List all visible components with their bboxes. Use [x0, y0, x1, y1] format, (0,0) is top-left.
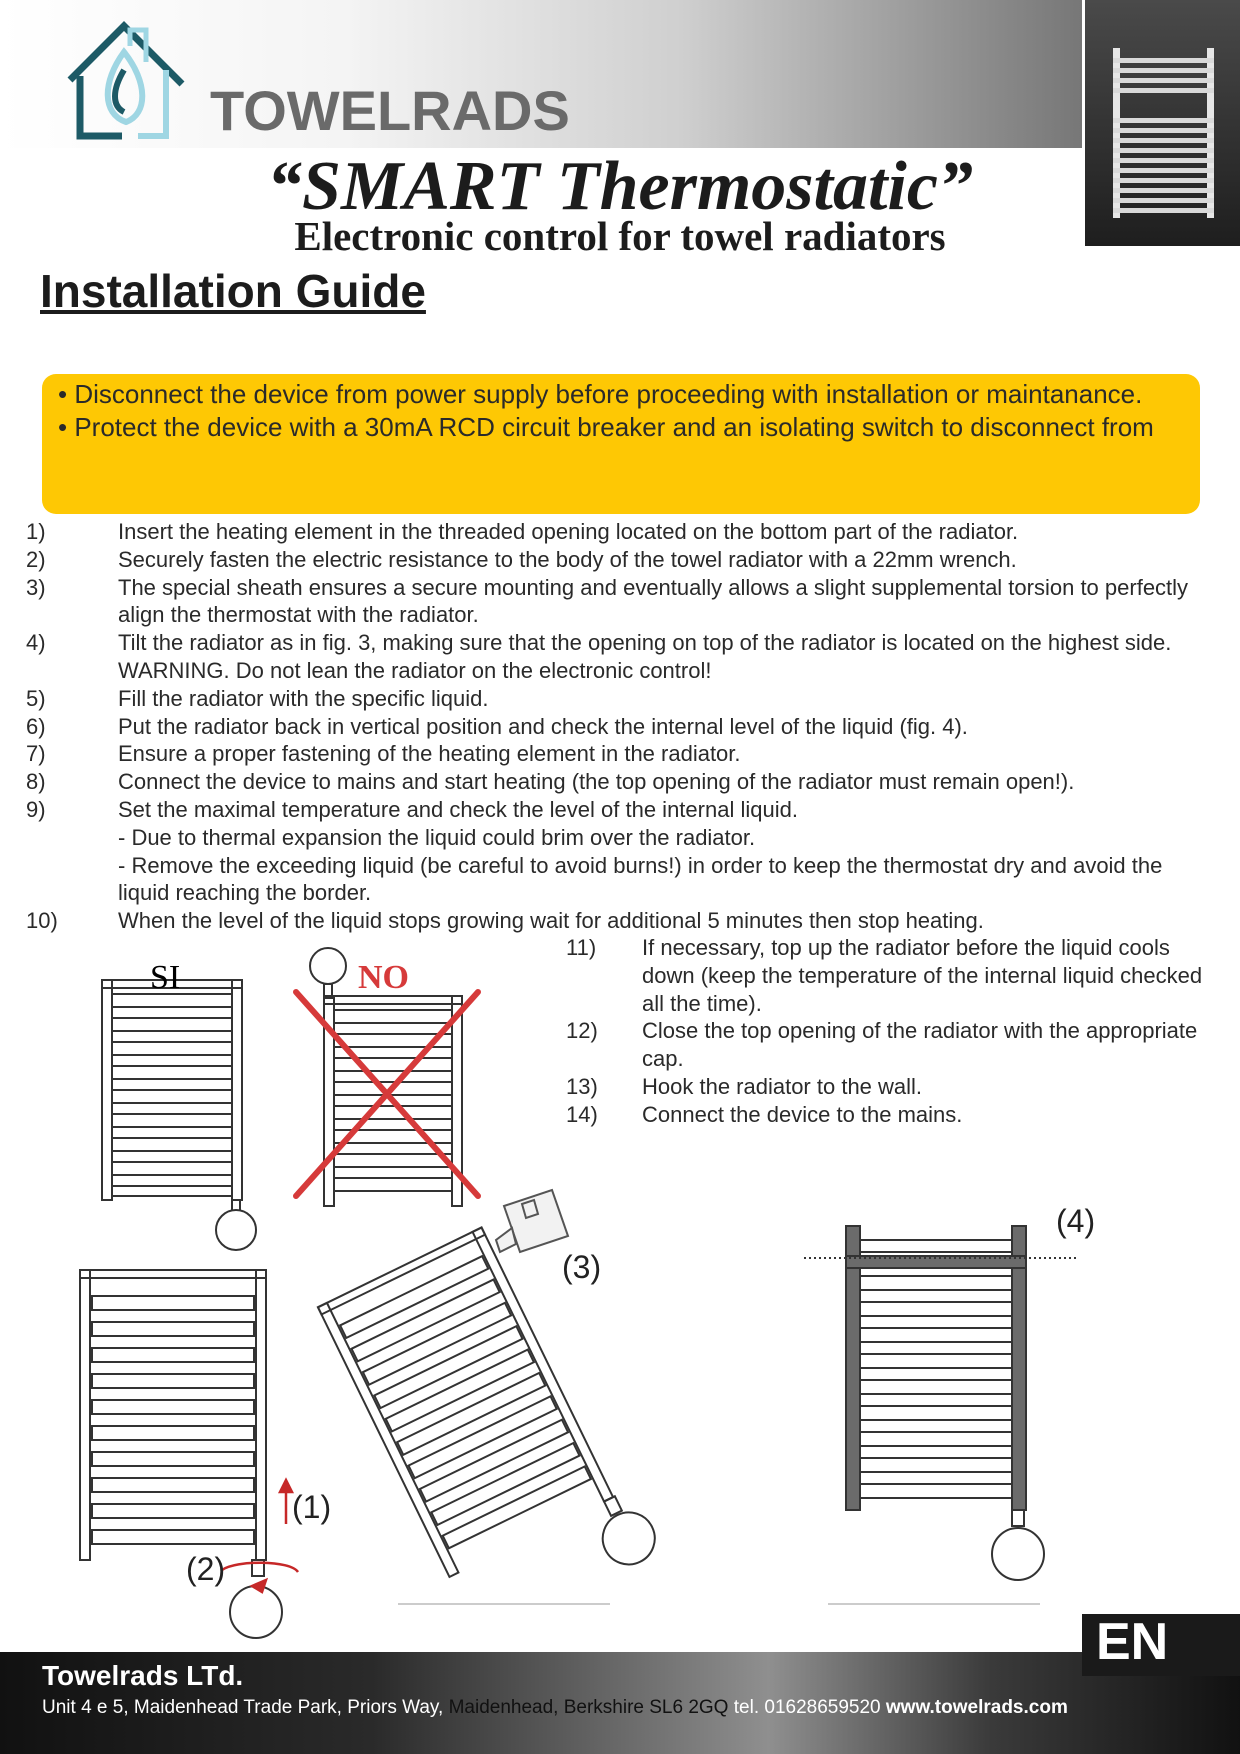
- step-number: 12): [566, 1018, 598, 1044]
- warning-line-1: • Disconnect the device from power supply before proceeding with installation or maintanance.: [58, 379, 1143, 409]
- step-text: When the level of the liquid stops growing wait for additional 5 minutes then stop heating.: [118, 908, 984, 934]
- section-heading: Installation Guide: [40, 265, 426, 317]
- address-town: Maidenhead, Berkshire SL6 2GQ: [448, 1697, 729, 1718]
- figure-si-label: SI: [150, 959, 181, 996]
- step-number: 14): [566, 1101, 598, 1127]
- step-text: Tilt the radiator as in fig. 3, making sure that the opening on top of the radiator is located on the highest side. WARNING. Do not lean the radiator on the electronic control!: [118, 630, 1172, 683]
- step-number: 9): [26, 796, 46, 822]
- figure-no-label: NO: [358, 959, 409, 996]
- figure-4-label: (4): [1056, 1203, 1096, 1239]
- brand-name: TOWELRADS: [210, 79, 570, 142]
- step-text: Hook the radiator to the wall.: [642, 1073, 923, 1099]
- company-name: Towelrads LTd.: [42, 1660, 244, 1691]
- step-text: Put the radiator back in vertical position and check the internal level of the liquid (fig. 4).: [118, 713, 968, 739]
- page-title: “SMART Thermostatic”: [267, 148, 973, 225]
- figure-3-radiator: [318, 1218, 664, 1640]
- step-number: 1): [26, 519, 46, 544]
- step-text: Insert the heating element in the threaded opening located on the bottom part of the radiator.: [118, 519, 1019, 544]
- step-number: 13): [566, 1073, 598, 1099]
- step-number: 3): [26, 574, 46, 600]
- company-address: [42, 1697, 1068, 1719]
- liquid-canister-icon: [496, 1190, 568, 1252]
- step-text: Connect the device to the mains.: [642, 1101, 963, 1127]
- website-link[interactable]: www.towelrads.com: [885, 1697, 1068, 1718]
- step-number: 11): [566, 935, 597, 960]
- step-number: 2): [26, 546, 46, 572]
- step-number: 4): [26, 630, 46, 656]
- step-9-sub-1: - Due to thermal expansion the liquid could brim over the radiator.: [118, 824, 756, 850]
- step-number: 5): [26, 685, 46, 711]
- figure-2-label: (2): [186, 1551, 226, 1587]
- figure-1-label: (1): [292, 1489, 332, 1525]
- figure-4-radiator: [846, 1226, 1044, 1580]
- step-number: 6): [26, 713, 46, 739]
- language-code: EN: [1096, 1613, 1169, 1671]
- page-subtitle: Electronic control for towel radiators: [294, 213, 946, 259]
- address-phone: tel. 01628659520: [728, 1697, 886, 1718]
- step-text: Ensure a proper fastening of the heating element in the radiator.: [118, 741, 741, 767]
- step-text: If necessary, top up the radiator before the liquid cools down (keep the temperature of the internal liquid checked all the time).: [642, 935, 1203, 1016]
- step-text: Securely fasten the electric resistance to the body of the towel radiator with a 22mm wrench.: [118, 546, 1017, 572]
- step-text: Connect the device to mains and start heating (the top opening of the radiator must remain open!).: [118, 769, 1075, 795]
- step-number: 8): [26, 769, 46, 795]
- step-number: 10): [26, 908, 58, 934]
- step-9-sub-2: - Remove the exceeding liquid (be careful to avoid burns!) in order to keep the thermostat dry and avoid the liquid reaching the border.: [118, 852, 1163, 906]
- warning-line-2: • Protect the device with a 30mA RCD circuit breaker and an isolating switch to disconnect from: [58, 412, 1154, 442]
- step-text: The special sheath ensures a secure mounting and eventually allows a slight supplemental torsion to perfectly align the thermostat with the radiator.: [118, 574, 1189, 628]
- step-text: Set the maximal temperature and check the level of the internal liquid.: [118, 796, 798, 822]
- step-number: 7): [26, 741, 46, 767]
- figure-3-label: (3): [562, 1249, 602, 1285]
- step-text: Fill the radiator with the specific liquid.: [118, 685, 489, 711]
- figure-1-radiator: [80, 1270, 282, 1638]
- step-text: Close the top opening of the radiator with the appropriate cap.: [642, 1018, 1198, 1072]
- figure-si-radiator: [102, 980, 256, 1250]
- address-street: Unit 4 e 5, Maidenhead Trade Park, Priors Way,: [42, 1697, 449, 1718]
